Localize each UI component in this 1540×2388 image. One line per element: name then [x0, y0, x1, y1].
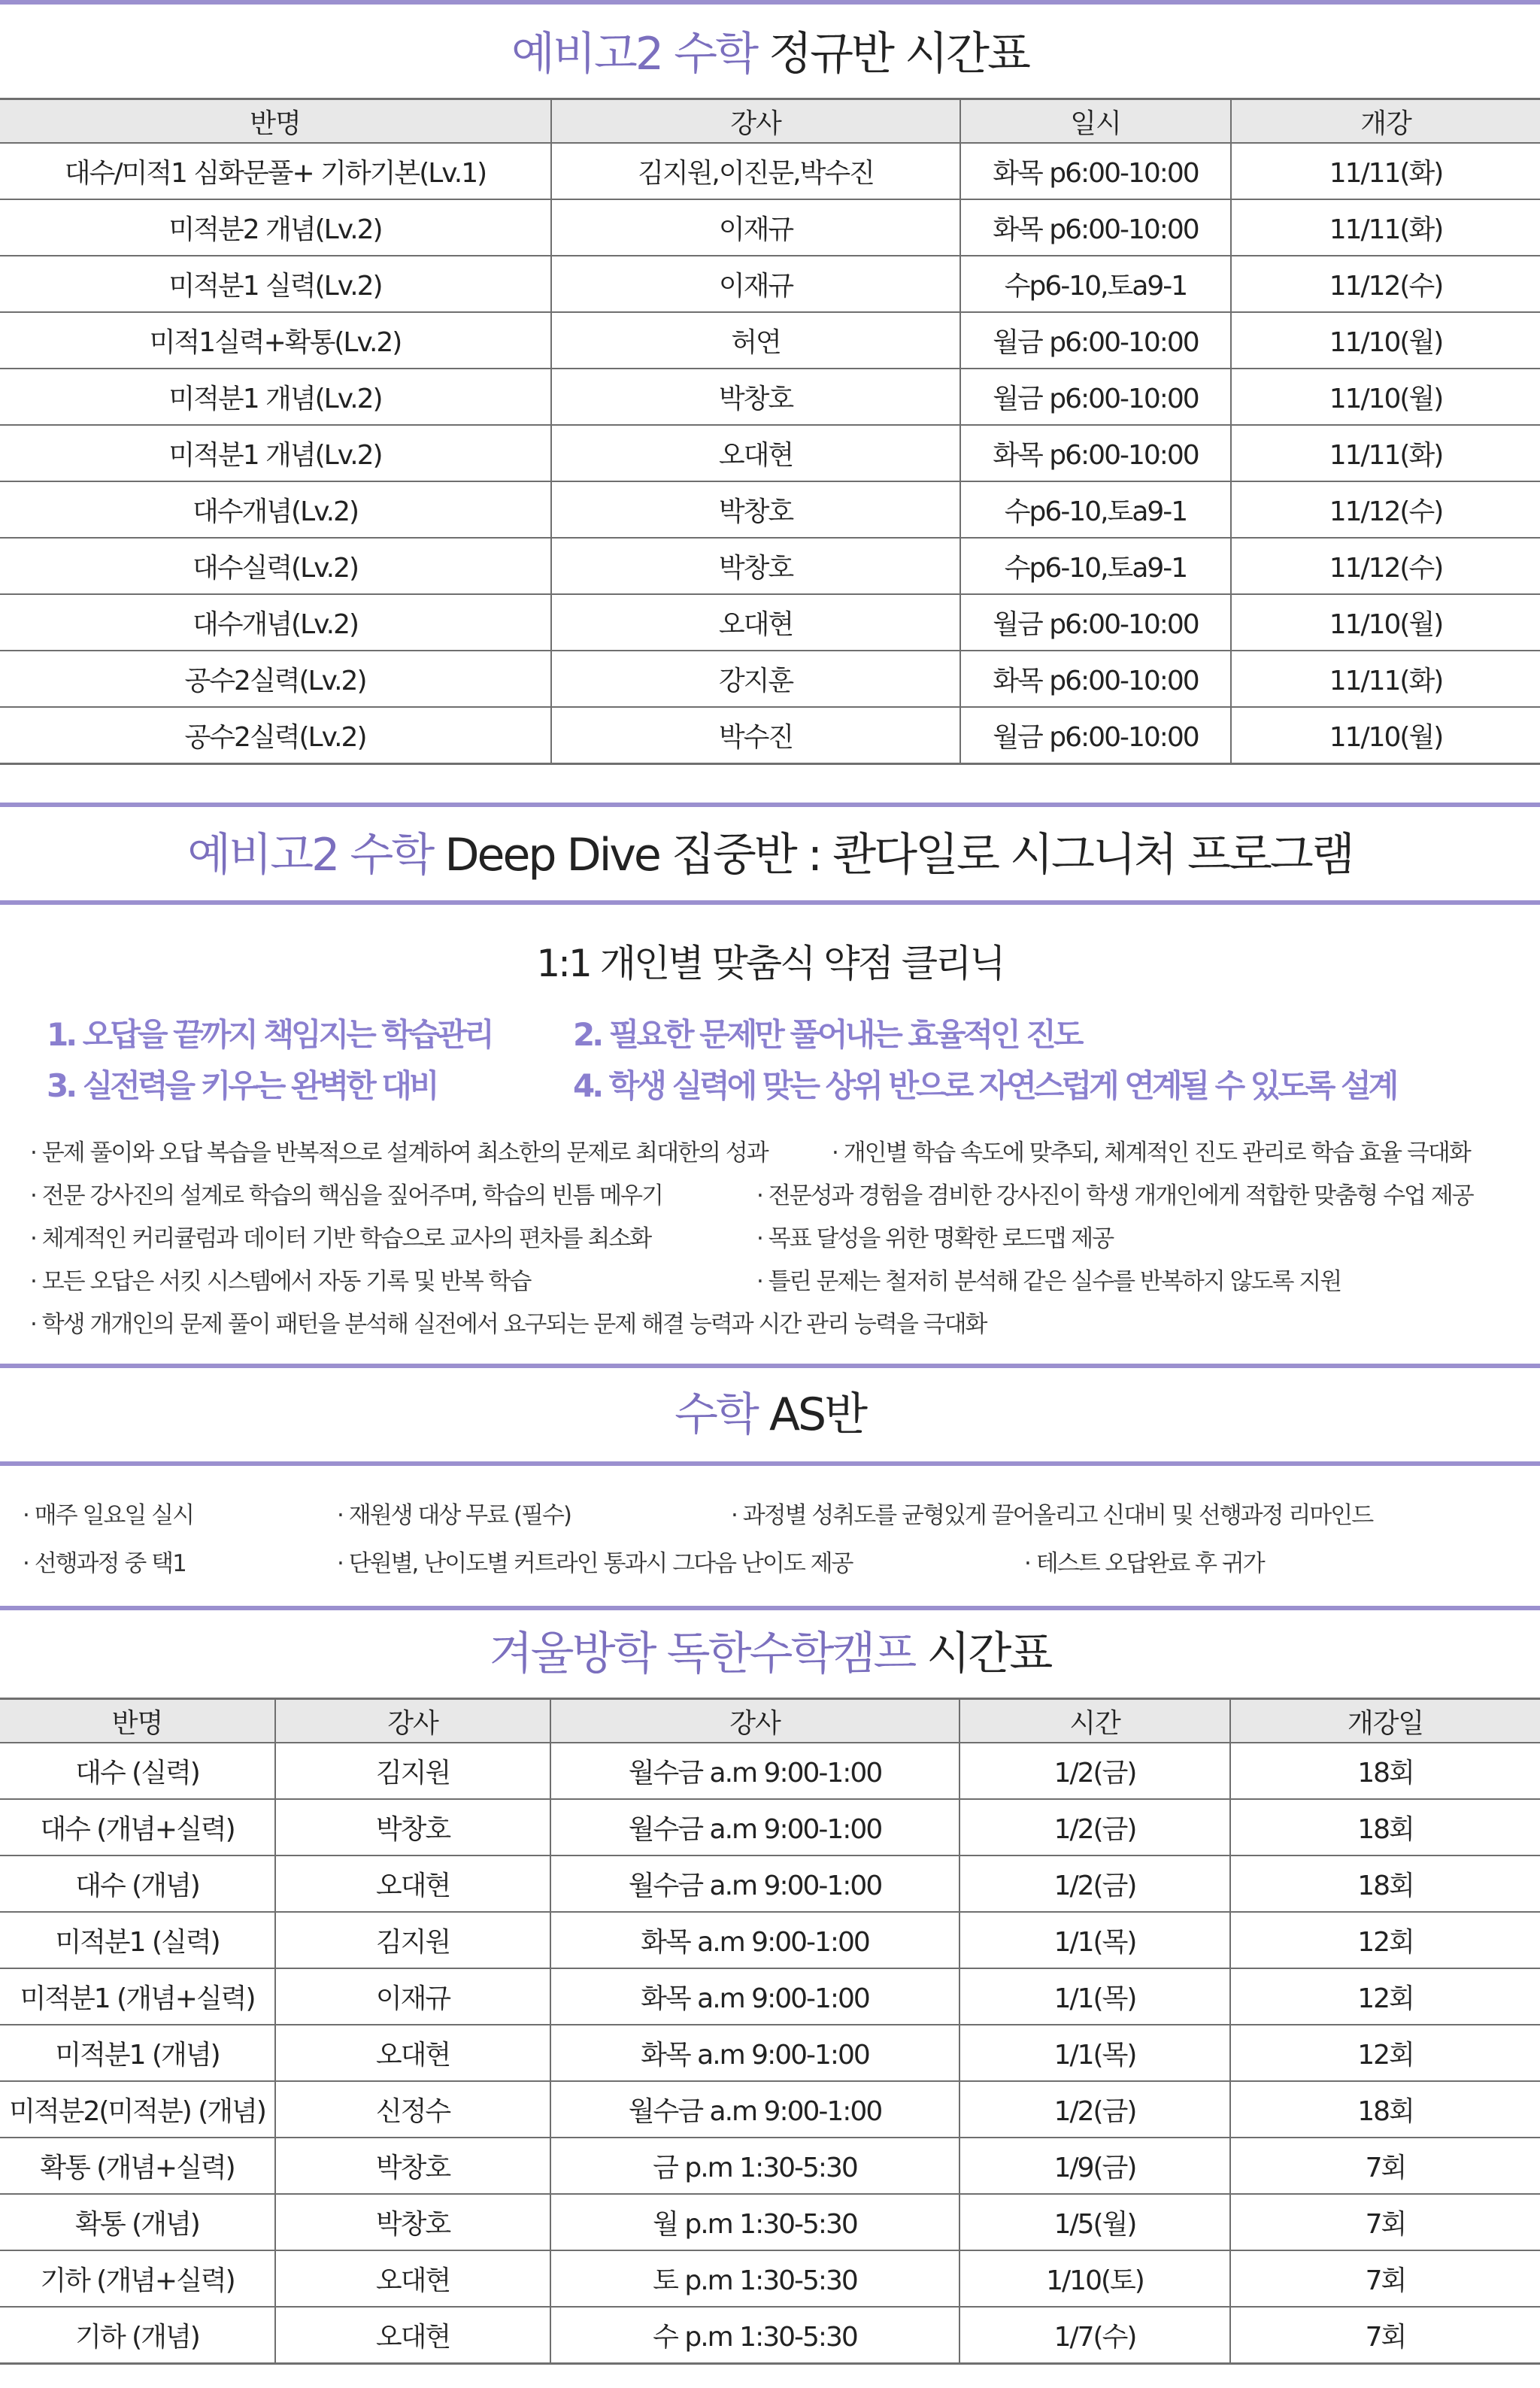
cell-sessions: 7회 — [1230, 2194, 1540, 2250]
cell-sessions: 7회 — [1230, 2307, 1540, 2364]
section1-title — [0, 5, 1540, 80]
section3-title-accent: 수학 — [674, 1388, 757, 1441]
cell-start: 1/1(목) — [959, 1912, 1230, 1968]
bullet-item: · 체계적인 커리큘럼과 데이터 기반 학습으로 교사의 편차를 최소화 — [30, 1219, 650, 1253]
feature-item: 4. 학생 실력에 맞는 상위 반으로 자연스럽게 연계될 수 있도록 설계 — [573, 1067, 1396, 1104]
cell-teacher: 박창호 — [275, 2138, 550, 2194]
cell-teacher: 박창호 — [275, 2194, 550, 2250]
cell-start: 1/5(월) — [959, 2194, 1230, 2250]
cell-start: 11/10(월) — [1231, 312, 1540, 369]
table-row — [0, 1912, 1540, 1968]
cell-class: 미적분1 (실력) — [0, 1912, 275, 1968]
cell-teacher: 강지훈 — [551, 651, 960, 707]
cell-teacher: 오대현 — [551, 594, 960, 651]
cell-teacher: 허연 — [551, 312, 960, 369]
cell-schedule: 월금 p6:00-10:00 — [960, 707, 1231, 764]
bullet-item: · 테스트 오답완료 후 귀가 — [1024, 1544, 1264, 1578]
cell-teacher: 오대현 — [275, 2307, 550, 2364]
bullet-item: · 모든 오답은 서킷 시스템에서 자동 기록 및 반복 학습 — [30, 1262, 530, 1296]
cell-schedule: 수 p.m 1:30-5:30 — [550, 2307, 959, 2364]
table-header-row — [0, 99, 1540, 144]
cell-start: 11/11(화) — [1231, 199, 1540, 256]
cell-schedule: 월수금 a.m 9:00-1:00 — [550, 2081, 959, 2138]
cell-schedule: 화목 p6:00-10:00 — [960, 143, 1231, 199]
cell-schedule: 화목 p6:00-10:00 — [960, 425, 1231, 481]
cell-teacher: 이재규 — [551, 256, 960, 312]
table-row — [0, 2081, 1540, 2138]
section4-title — [0, 1610, 1540, 1680]
cell-schedule: 화목 p6:00-10:00 — [960, 651, 1231, 707]
cell-class: 미적분1 실력(Lv.2) — [0, 256, 551, 312]
cell-schedule: 금 p.m 1:30-5:30 — [550, 2138, 959, 2194]
cell-schedule: 월수금 a.m 9:00-1:00 — [550, 1743, 959, 1799]
cell-sessions: 12회 — [1230, 1968, 1540, 2025]
cell-class: 대수 (개념) — [0, 1855, 275, 1912]
bullet-item: · 전문 강사진의 설계로 학습의 핵심을 짚어주며, 학습의 빈틈 메우기 — [30, 1176, 662, 1210]
cell-sessions: 12회 — [1230, 1912, 1540, 1968]
cell-start: 11/12(수) — [1231, 481, 1540, 538]
cell-class: 미적분1 (개념+실력) — [0, 1968, 275, 2025]
cell-start: 11/10(월) — [1231, 369, 1540, 425]
cell-start: 11/11(화) — [1231, 143, 1540, 199]
cell-schedule: 수p6-10,토a9-1 — [960, 256, 1231, 312]
feature-item: 2. 필요한 문제만 풀어내는 효율적인 진도 — [573, 1016, 1081, 1053]
section1-title-accent: 예비고2 수학 — [511, 28, 757, 80]
col-header: 반명 — [0, 1699, 275, 1743]
col-header: 강사 — [551, 99, 960, 144]
cell-class: 대수 (실력) — [0, 1743, 275, 1799]
cell-class: 확통 (개념) — [0, 2194, 275, 2250]
cell-start: 11/11(화) — [1231, 651, 1540, 707]
table-row — [0, 2307, 1540, 2364]
cell-class: 공수2실력(Lv.2) — [0, 707, 551, 764]
cell-schedule: 화목 a.m 9:00-1:00 — [550, 2025, 959, 2081]
cell-schedule: 월 p.m 1:30-5:30 — [550, 2194, 959, 2250]
col-header: 시간 — [959, 1699, 1230, 1743]
bullet-item: · 전문성과 경험을 겸비한 강사진이 학생 개개인에게 적합한 맞춤형 수업 제공 — [756, 1176, 1473, 1210]
cell-teacher: 김지원 — [275, 1743, 550, 1799]
section4-title-accent: 겨울방학 독한수학캠프 — [489, 1628, 915, 1680]
table-row — [0, 538, 1540, 594]
bullet-item: · 개인별 학습 속도에 맞추되, 체계적인 진도 관리로 학습 효율 극대화 — [832, 1133, 1470, 1167]
cell-start: 11/11(화) — [1231, 425, 1540, 481]
table-row — [0, 199, 1540, 256]
cell-schedule: 수p6-10,토a9-1 — [960, 538, 1231, 594]
regular-class-table — [0, 98, 1540, 765]
table-row — [0, 1855, 1540, 1912]
bullet-item: · 선행과정 중 택1 — [23, 1544, 186, 1578]
cell-start: 11/12(수) — [1231, 538, 1540, 594]
table-row — [0, 143, 1540, 199]
table-row — [0, 312, 1540, 369]
table-row — [0, 369, 1540, 425]
deep-dive-content — [0, 905, 1540, 1364]
section2-title — [0, 807, 1540, 881]
cell-sessions: 7회 — [1230, 2250, 1540, 2307]
cell-teacher: 박수진 — [551, 707, 960, 764]
table-row — [0, 594, 1540, 651]
cell-schedule: 월수금 a.m 9:00-1:00 — [550, 1855, 959, 1912]
table-row — [0, 2025, 1540, 2081]
table-row — [0, 2194, 1540, 2250]
cell-schedule: 토 p.m 1:30-5:30 — [550, 2250, 959, 2307]
cell-start: 11/10(월) — [1231, 594, 1540, 651]
cell-class: 미적1실력+확통(Lv.2) — [0, 312, 551, 369]
cell-sessions: 18회 — [1230, 2081, 1540, 2138]
cell-class: 대수실력(Lv.2) — [0, 538, 551, 594]
table-row — [0, 707, 1540, 764]
cell-sessions: 18회 — [1230, 1855, 1540, 1912]
cell-class: 기하 (개념+실력) — [0, 2250, 275, 2307]
cell-start: 1/2(금) — [959, 2081, 1230, 2138]
feature-item: 3. 실전력을 키우는 완벽한 대비 — [47, 1067, 437, 1104]
cell-teacher: 신정수 — [275, 2081, 550, 2138]
bullet-item: · 과정별 성취도를 균형있게 끌어올리고 신대비 및 선행과정 리마인드 — [731, 1496, 1372, 1530]
section3-title — [0, 1368, 1540, 1441]
col-header: 일시 — [960, 99, 1231, 144]
cell-sessions: 18회 — [1230, 1743, 1540, 1799]
cell-teacher: 김지원 — [275, 1912, 550, 1968]
cell-class: 기하 (개념) — [0, 2307, 275, 2364]
cell-class: 미적분2 개념(Lv.2) — [0, 199, 551, 256]
cell-start: 1/1(목) — [959, 1968, 1230, 2025]
cell-schedule: 화목 a.m 9:00-1:00 — [550, 1912, 959, 1968]
col-header: 반명 — [0, 99, 551, 144]
bullet-item: · 틀린 문제는 철저히 분석해 같은 실수를 반복하지 않도록 지원 — [756, 1262, 1341, 1296]
cell-teacher: 박창호 — [551, 538, 960, 594]
cell-teacher: 박창호 — [551, 369, 960, 425]
table-row — [0, 481, 1540, 538]
cell-class: 미적분1 개념(Lv.2) — [0, 425, 551, 481]
table-row — [0, 1968, 1540, 2025]
cell-class: 확통 (개념+실력) — [0, 2138, 275, 2194]
cell-schedule: 월수금 a.m 9:00-1:00 — [550, 1799, 959, 1855]
table-row — [0, 651, 1540, 707]
bullet-item: · 재원생 대상 무료 (필수) — [337, 1496, 571, 1530]
cell-sessions: 7회 — [1230, 2138, 1540, 2194]
col-header: 강사 — [275, 1699, 550, 1743]
cell-class: 대수 (개념+실력) — [0, 1799, 275, 1855]
section1-title-rest: 정규반 시간표 — [768, 28, 1029, 80]
cell-schedule: 월금 p6:00-10:00 — [960, 594, 1231, 651]
cell-class: 미적분1 (개념) — [0, 2025, 275, 2081]
cell-teacher: 오대현 — [551, 425, 960, 481]
cell-teacher: 오대현 — [275, 1855, 550, 1912]
table-row — [0, 1743, 1540, 1799]
cell-class: 대수개념(Lv.2) — [0, 481, 551, 538]
cell-schedule: 월금 p6:00-10:00 — [960, 369, 1231, 425]
deep-dive-subtitle: 1:1 개인별 맞춤식 약점 클리닉 — [536, 942, 1004, 985]
table-row — [0, 425, 1540, 481]
cell-teacher: 오대현 — [275, 2250, 550, 2307]
table-row — [0, 2250, 1540, 2307]
bullet-item: · 목표 달성을 위한 명확한 로드맵 제공 — [756, 1219, 1113, 1253]
cell-class: 미적분2(미적분) (개념) — [0, 2081, 275, 2138]
section4-title-rest: 시간표 — [926, 1628, 1051, 1680]
table-row — [0, 1799, 1540, 1855]
bullet-item: · 문제 풀이와 오답 복습을 반복적으로 설계하여 최소한의 문제로 최대한의 성과 — [30, 1133, 768, 1167]
cell-schedule: 화목 a.m 9:00-1:00 — [550, 1968, 959, 2025]
cell-class: 미적분1 개념(Lv.2) — [0, 369, 551, 425]
cell-sessions: 12회 — [1230, 2025, 1540, 2081]
winter-camp-table — [0, 1698, 1540, 2365]
cell-class: 공수2실력(Lv.2) — [0, 651, 551, 707]
bullet-item: · 단원별, 난이도별 커트라인 통과시 그다음 난이도 제공 — [337, 1544, 853, 1578]
section2-title-rest: Deep Dive 집중반 : 콴다일로 시그니처 프로그램 — [444, 829, 1353, 881]
cell-class: 대수개념(Lv.2) — [0, 594, 551, 651]
cell-teacher: 박창호 — [551, 481, 960, 538]
cell-start: 1/2(금) — [959, 1799, 1230, 1855]
table-row — [0, 256, 1540, 312]
col-header: 개강 — [1231, 99, 1540, 144]
cell-start: 11/12(수) — [1231, 256, 1540, 312]
cell-teacher: 김지원,이진문,박수진 — [551, 143, 960, 199]
table-header-row — [0, 1699, 1540, 1743]
cell-class: 대수/미적1 심화문풀+ 기하기본(Lv.1) — [0, 143, 551, 199]
feature-item: 1. 오답을 끝까지 책임지는 학습관리 — [47, 1016, 492, 1053]
cell-start: 1/1(목) — [959, 2025, 1230, 2081]
cell-teacher: 이재규 — [275, 1968, 550, 2025]
col-header: 강사 — [550, 1699, 959, 1743]
table-row — [0, 2138, 1540, 2194]
section3-title-rest: AS반 — [768, 1388, 866, 1441]
cell-teacher: 박창호 — [275, 1799, 550, 1855]
cell-start: 1/10(토) — [959, 2250, 1230, 2307]
cell-start: 1/7(수) — [959, 2307, 1230, 2364]
cell-start: 1/2(금) — [959, 1855, 1230, 1912]
cell-schedule: 월금 p6:00-10:00 — [960, 312, 1231, 369]
cell-teacher: 오대현 — [275, 2025, 550, 2081]
cell-schedule: 수p6-10,토a9-1 — [960, 481, 1231, 538]
as-class-content — [0, 1466, 1540, 1606]
cell-schedule: 화목 p6:00-10:00 — [960, 199, 1231, 256]
cell-start: 1/9(금) — [959, 2138, 1230, 2194]
cell-teacher: 이재규 — [551, 199, 960, 256]
section2-title-accent: 예비고2 수학 — [187, 829, 433, 881]
bullet-item: · 매주 일요일 실시 — [23, 1496, 193, 1530]
cell-start: 11/10(월) — [1231, 707, 1540, 764]
cell-sessions: 18회 — [1230, 1799, 1540, 1855]
col-header: 개강일 — [1230, 1699, 1540, 1743]
cell-start: 1/2(금) — [959, 1743, 1230, 1799]
bullet-item: · 학생 개개인의 문제 풀이 패턴을 분석해 실전에서 요구되는 문제 해결 능력과 시간 관리 능력을 극대화 — [30, 1305, 986, 1339]
